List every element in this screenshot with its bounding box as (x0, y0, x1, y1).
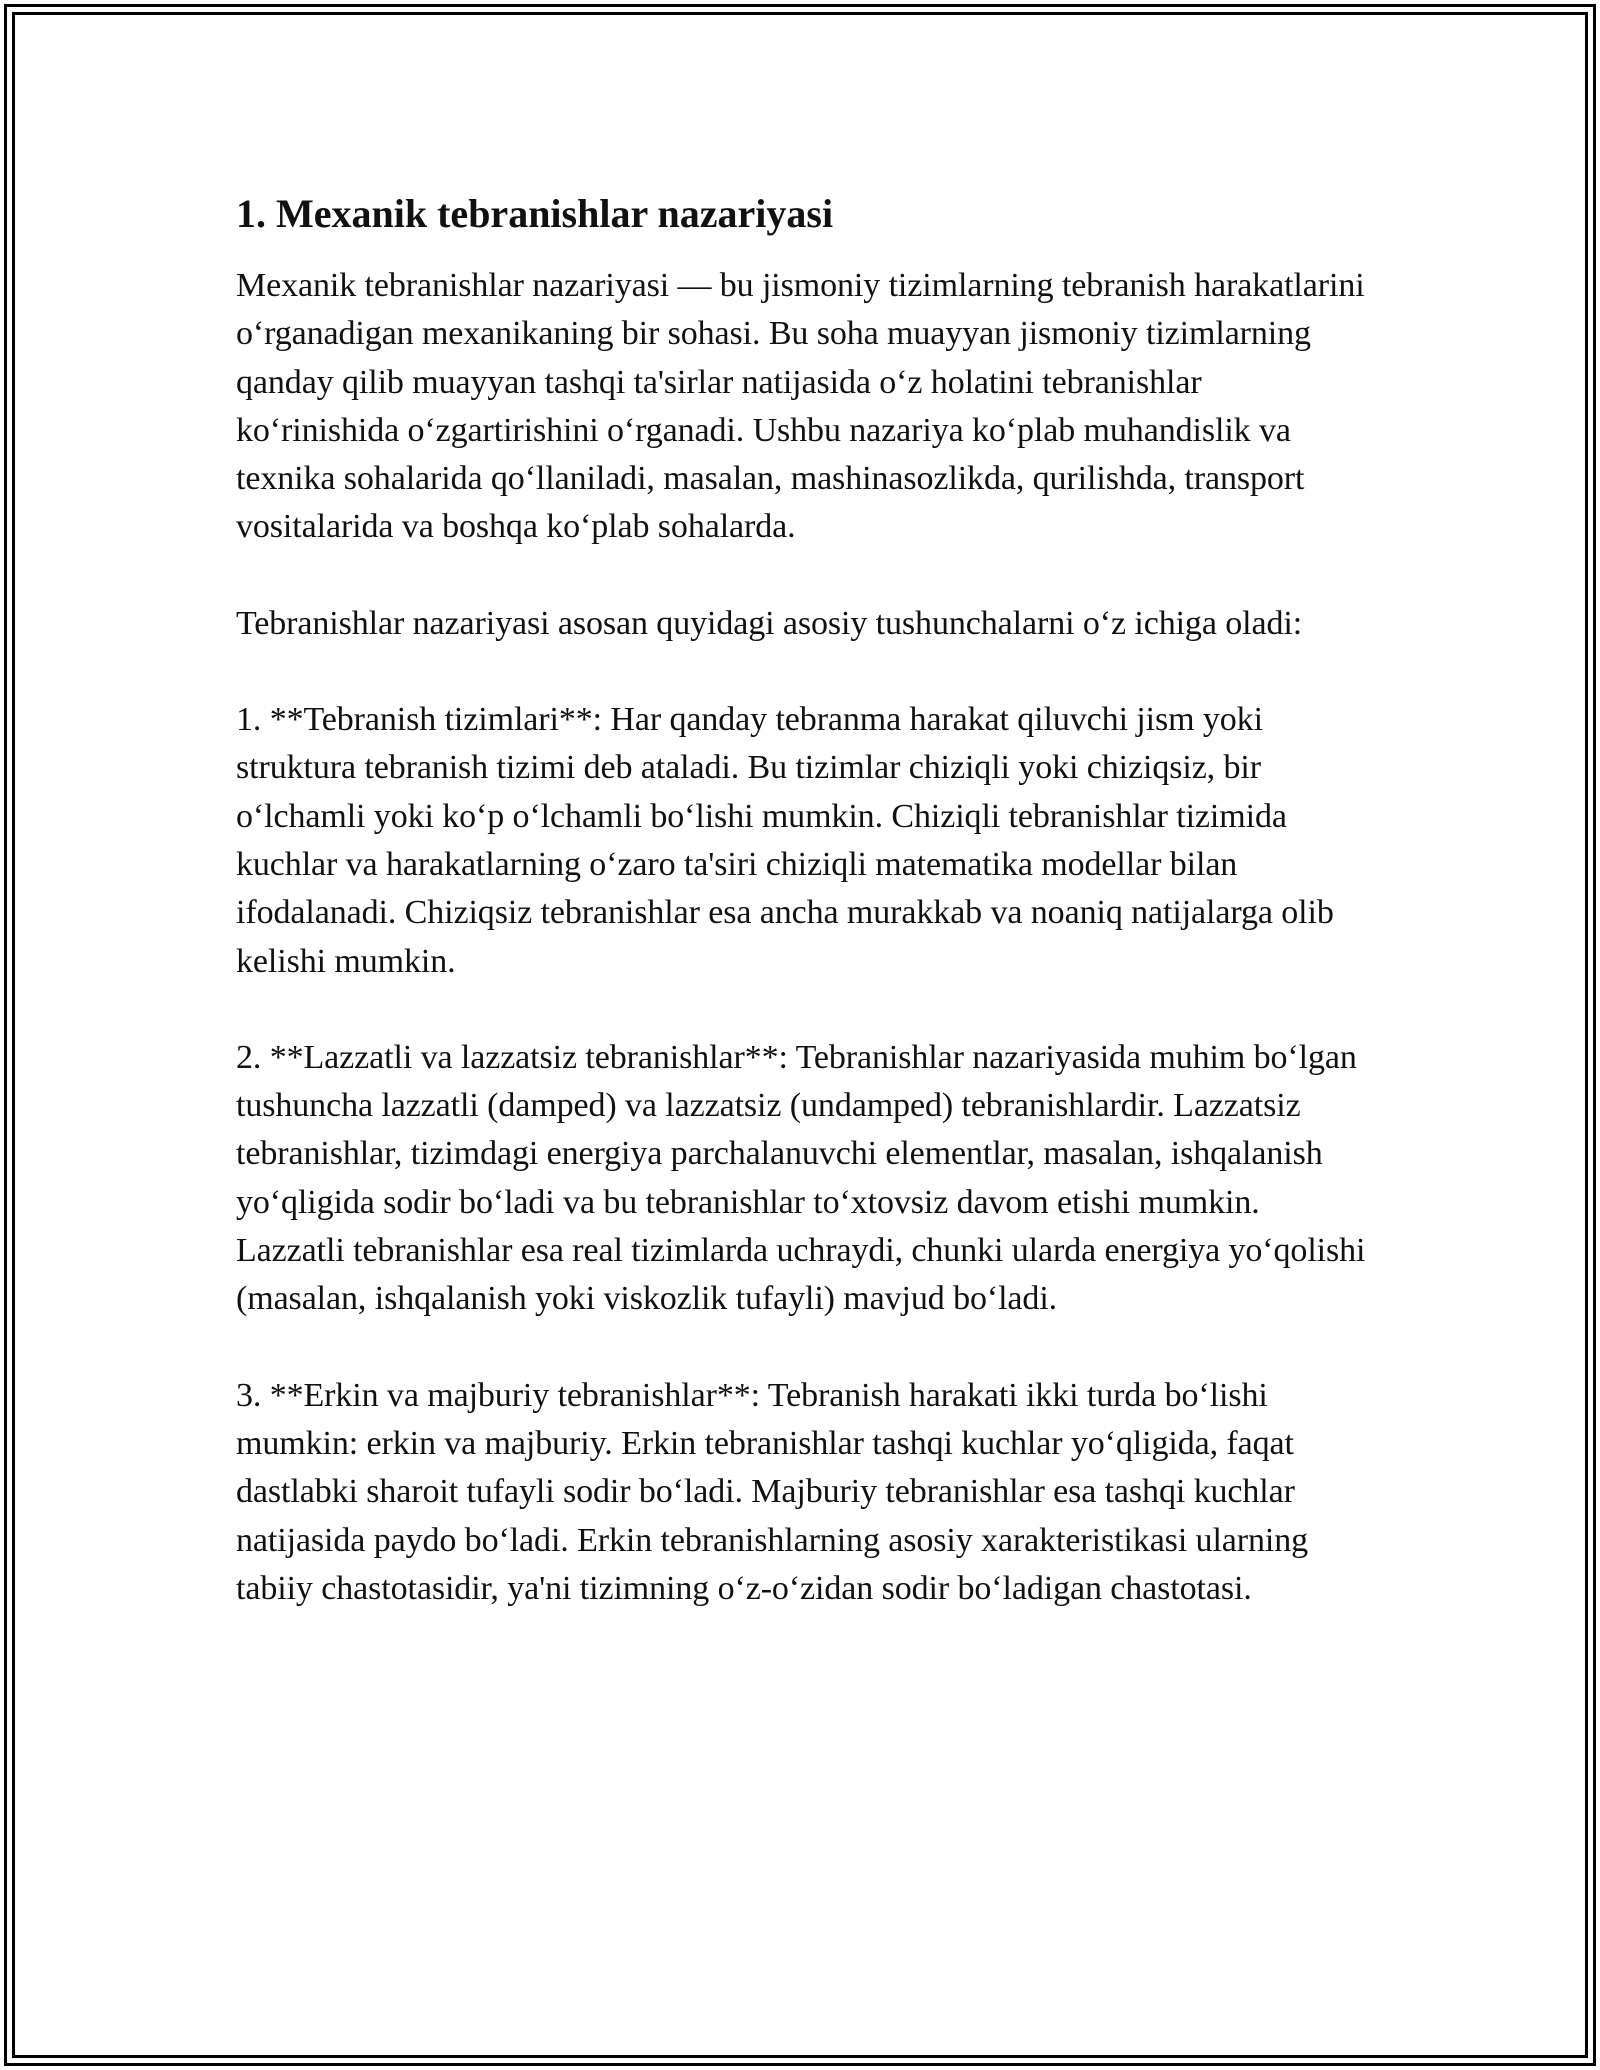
item-tebranish-tizimlari: 1. **Tebranish tizimlari**: Har qanday tebranma harakat qiluvchi jism yoki struktura tebranish tizimi deb ataladi. Bu tizimlar chiziqli yoki chiziqsiz, bir o‘lchamli yoki ko‘p o‘lchamli bo‘lishi mumkin. Chiziqli tebranishlar tizimida kuchlar va harakatlarning o‘zaro ta'siri chiziqli matematika modellar bilan ifodalanadi. Chiziqsiz tebranishlar esa ancha murakkab va noaniq natijalarga olib kelishi mumkin. (236, 701, 1334, 980)
item-lazzatli-tebranishlar: 2. **Lazzatli va lazzatsiz tebranishlar**: Tebranishlar nazariyasida muhim bo‘lgan tushuncha lazzatli (damped) va lazzatsiz (undamped) tebranishlardir. Lazzatsiz tebranishlar, tizimdagi energiya parchalanuvchi elementlar, masalan, ishqalanish yo‘qligida sodir bo‘ladi va bu tebranishlar to‘xtovsiz davom etishi mumkin. Lazzatli tebranishlar esa real tizimlarda uchraydi, chunki ularda energiya yo‘qolishi (masalan, ishqalanish yoki viskozlik tufayli) mavjud bo‘ladi. (236, 1038, 1366, 1318)
section-heading: 1. Mexanik tebranishlar nazariyasi (236, 191, 834, 236)
intro-paragraph: Mexanik tebranishlar nazariyasi — bu jismoniy tizimlarning tebranish harakatlarini o‘rganadigan mexanikaning bir sohasi. Bu soha muayyan jismoniy tizimlarning qanday qilib muayyan tashqi ta'sirlar natijasida o‘z holatini tebranishlar ko‘rinishida o‘zgartirishini o‘rganadi. Ushbu nazariya ko‘plab muhandislik va texnika sohalarida qo‘llaniladi, masalan, mashinasozlikda, qurilishda, transport vositalarida va boshqa ko‘plab sohalarda. (236, 267, 1365, 546)
concepts-lead-paragraph: Tebranishlar nazariyasi asosan quyidagi asosiy tushunchalarni o‘z ichiga oladi: (236, 604, 1303, 642)
document-body (236, 188, 1366, 1661)
item-erkin-majburiy: 3. **Erkin va majburiy tebranishlar**: Tebranish harakati ikki turda bo‘lishi mumkin: erkin va majburiy. Erkin tebranishlar tashqi kuchlar yo‘qligida, faqat dastlabki sharoit tufayli sodir bo‘ladi. Majburiy tebranishlar esa tashqi kuchlar natijasida paydo bo‘ladi. Erkin tebranishlarning asosiy xarakteristikasi ularning tabiiy chastotasidir, ya'ni tizimning o‘z-o‘zidan sodir bo‘ladigan chastotasi. (236, 1376, 1309, 1607)
